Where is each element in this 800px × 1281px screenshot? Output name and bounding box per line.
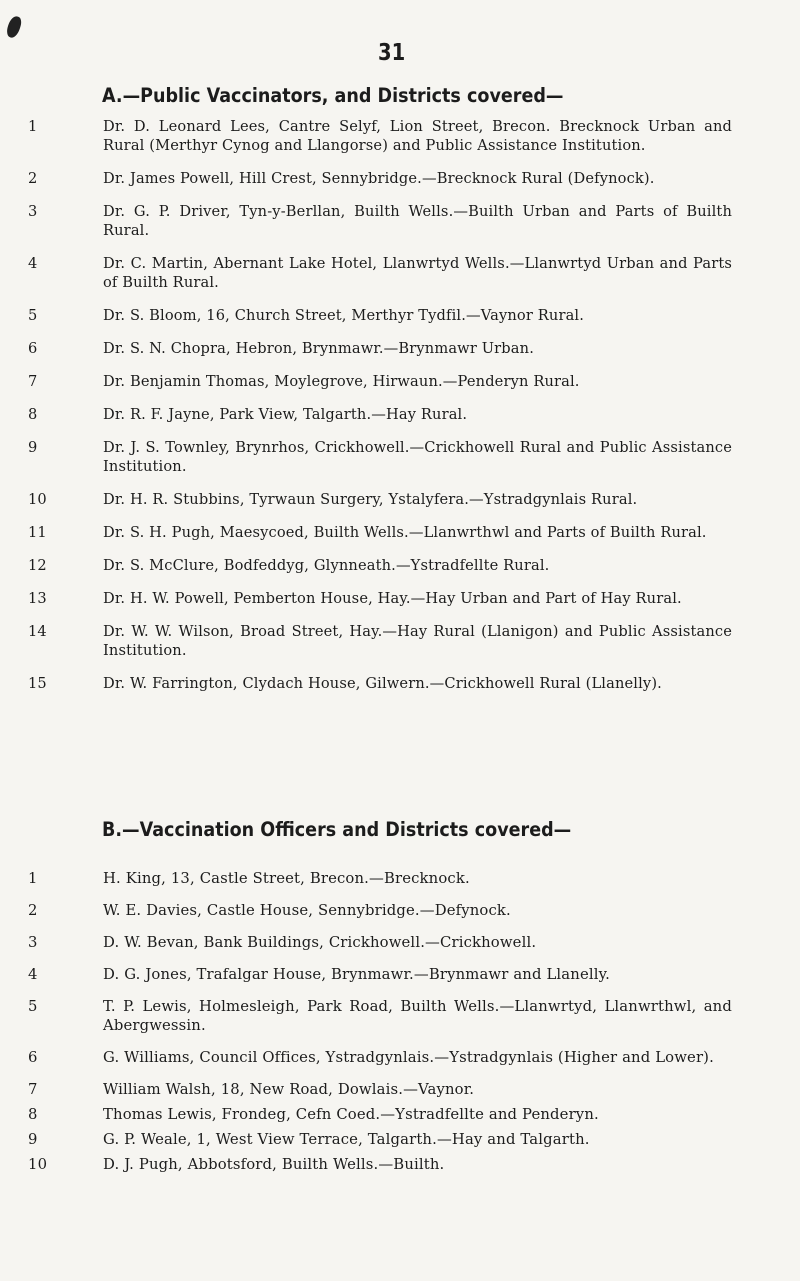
item-text: T. P. Lewis, Holmesleigh, Park Road, Builth Wells.—Llanwrtyd, Llanwrthwl, and Abergwessin.	[103, 998, 732, 1034]
item-number: 4	[28, 966, 38, 983]
item-text: D. J. Pugh, Abbotsford, Builth Wells.—Builth.	[103, 1156, 445, 1173]
item-text: Dr. D. Leonard Lees, Cantre Selyf, Lion Street, Brecon. Brecknock Urban and Rural (Merthyr Cynog and Llangorse) and Public Assistance Institution.	[103, 118, 732, 154]
item-number: 2	[28, 902, 38, 919]
list-item	[0, 997, 800, 1035]
item-text: H. King, 13, Castle Street, Brecon.—Brecknock.	[103, 870, 470, 887]
item-number: 8	[28, 1106, 38, 1123]
list-item	[0, 556, 800, 575]
item-number: 6	[28, 1049, 38, 1066]
list-item	[0, 869, 800, 888]
item-text: G. P. Weale, 1, West View Terrace, Talgarth.—Hay and Talgarth.	[103, 1131, 590, 1148]
item-number: 9	[28, 1131, 38, 1148]
section-b-heading: B.—Vaccination Officers and Districts covered—	[102, 818, 572, 841]
item-number: 11	[28, 524, 47, 541]
item-text: D. G. Jones, Trafalgar House, Brynmawr.—Brynmawr and Llanelly.	[103, 966, 611, 983]
item-number: 13	[28, 590, 47, 607]
list-item	[0, 523, 800, 542]
item-number: 4	[28, 255, 38, 272]
list-item	[0, 490, 800, 509]
item-text: G. Williams, Council Offices, Ystradgynlais.—Ystradgynlais (Higher and Lower).	[103, 1049, 714, 1066]
vaccination-officers-list	[0, 869, 800, 1187]
list-item	[0, 202, 800, 240]
item-text: Dr. W. Farrington, Clydach House, Gilwern.—Crickhowell Rural (Llanelly).	[103, 675, 662, 692]
item-number: 12	[28, 557, 47, 574]
list-item	[0, 1155, 800, 1174]
page-number: 31	[378, 40, 406, 66]
list-item	[0, 306, 800, 325]
section-a-heading: A.—Public Vaccinators, and Districts covered—	[102, 84, 564, 107]
item-number: 1	[28, 870, 38, 887]
list-item	[0, 1048, 800, 1067]
list-item	[0, 965, 800, 984]
list-item	[0, 674, 800, 693]
public-vaccinators-list	[0, 117, 800, 707]
item-text: W. E. Davies, Castle House, Sennybridge.—Defynock.	[103, 902, 511, 919]
item-text: Dr. C. Martin, Abernant Lake Hotel, Llanwrtyd Wells.—Llanwrtyd Urban and Parts of Builth Rural.	[103, 255, 732, 291]
item-text: Dr. G. P. Driver, Tyn-y-Berllan, Builth Wells.—Builth Urban and Parts of Builth Rural.	[103, 203, 732, 239]
item-number: 2	[28, 170, 38, 187]
item-number: 6	[28, 340, 38, 357]
list-item	[0, 622, 800, 660]
item-number: 5	[28, 307, 38, 324]
ink-mark	[5, 15, 23, 40]
item-number: 3	[28, 203, 38, 220]
item-number: 5	[28, 998, 38, 1015]
item-number: 10	[28, 491, 47, 508]
item-number: 7	[28, 1081, 38, 1098]
list-item	[0, 254, 800, 292]
item-text: D. W. Bevan, Bank Buildings, Crickhowell.—Crickhowell.	[103, 934, 537, 951]
item-text: William Walsh, 18, New Road, Dowlais.—Vaynor.	[103, 1081, 475, 1098]
list-item	[0, 901, 800, 920]
item-number: 7	[28, 373, 38, 390]
list-item	[0, 405, 800, 424]
list-item	[0, 589, 800, 608]
item-text: Dr. J. S. Townley, Brynrhos, Crickhowell.—Crickhowell Rural and Public Assistance Institution.	[103, 439, 732, 475]
item-text: Dr. S. N. Chopra, Hebron, Brynmawr.—Brynmawr Urban.	[103, 340, 534, 357]
list-item	[0, 438, 800, 476]
item-text: Dr. W. W. Wilson, Broad Street, Hay.—Hay Rural (Llanigon) and Public Assistance Institution.	[103, 623, 732, 659]
item-text: Dr. James Powell, Hill Crest, Sennybridge.—Brecknock Rural (Defynock).	[103, 170, 655, 187]
item-text: Dr. H. W. Powell, Pemberton House, Hay.—Hay Urban and Part of Hay Rural.	[103, 590, 682, 607]
list-item	[0, 933, 800, 952]
item-text: Dr. Benjamin Thomas, Moylegrove, Hirwaun.—Penderyn Rural.	[103, 373, 580, 390]
item-number: 14	[28, 623, 47, 640]
item-text: Dr. S. McClure, Bodfeddyg, Glynneath.—Ystradfellte Rural.	[103, 557, 550, 574]
list-item	[0, 372, 800, 391]
list-item	[0, 169, 800, 188]
list-item	[0, 1130, 800, 1149]
item-text: Dr. R. F. Jayne, Park View, Talgarth.—Hay Rural.	[103, 406, 468, 423]
item-number: 8	[28, 406, 38, 423]
item-number: 15	[28, 675, 47, 692]
list-item	[0, 1105, 800, 1124]
item-text: Dr. S. Bloom, 16, Church Street, Merthyr Tydfil.—Vaynor Rural.	[103, 307, 585, 324]
item-number: 10	[28, 1156, 48, 1173]
list-item	[0, 117, 800, 155]
list-item	[0, 1080, 800, 1099]
item-number: 1	[28, 118, 38, 135]
item-text: Dr. S. H. Pugh, Maesycoed, Builth Wells.—Llanwrthwl and Parts of Builth Rural.	[103, 524, 707, 541]
item-text: Dr. H. R. Stubbins, Tyrwaun Surgery, Ystalyfera.—Ystradgynlais Rural.	[103, 491, 638, 508]
list-item	[0, 339, 800, 358]
item-number: 9	[28, 439, 38, 456]
item-text: Thomas Lewis, Frondeg, Cefn Coed.—Ystradfellte and Penderyn.	[103, 1106, 599, 1123]
item-number: 3	[28, 934, 38, 951]
